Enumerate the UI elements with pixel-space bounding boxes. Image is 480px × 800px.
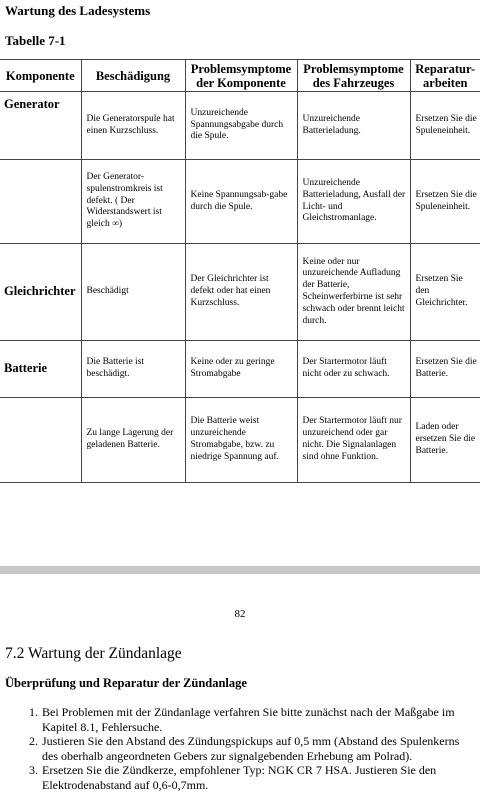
table-row	[0, 160, 480, 244]
section-title: 7.2 Wartung der Zündanlage	[5, 645, 182, 662]
component-cell	[0, 160, 81, 244]
component-cell	[0, 398, 81, 483]
vehicle-symptoms-cell: Keine oder nur unzureichende Aufladung der Batterie, Scheinwerferbirne ist sehr schwach oder brennt leicht durch.	[297, 244, 410, 341]
component-symptoms-cell: Die Batterie weist unzureichende Stromabgabe, bzw. zu niedrige Spannung auf.	[185, 398, 297, 483]
table-row	[0, 341, 480, 398]
column-header: Beschädigung	[81, 60, 185, 92]
column-header: Problemsymptome des Fahrzeuges	[297, 60, 410, 92]
repair-cell: Ersetzen Sie den Gleichrichter.	[410, 244, 480, 341]
table-header-row	[0, 60, 480, 92]
table-row	[0, 92, 480, 160]
repair-table	[0, 59, 480, 483]
component-symptoms-cell: Der Gleichrichter ist defekt oder hat einen Kurzschluss.	[185, 244, 297, 341]
column-header: Reparatur-arbeiten	[410, 60, 480, 92]
component-symptoms-cell: Unzureichende Spannungsabgabe durch die Spule.	[185, 92, 297, 160]
damage-cell: Zu lange Lagerung der geladenen Batterie.	[81, 398, 185, 483]
repair-cell: Ersetzen Sie die Batterie.	[410, 341, 480, 398]
repair-cell: Ersetzen Sie die Spuleneinheit.	[410, 160, 480, 244]
damage-cell: Der Generator-spulenstromkreis ist defekt. ( Der Widerstandswert ist gleich ∞)	[81, 160, 185, 244]
page-separator	[0, 566, 480, 574]
damage-cell: Die Batterie ist beschädigt.	[81, 341, 185, 398]
column-header: Problemsymptome der Komponente	[185, 60, 297, 92]
damage-cell: Die Generatorspule hat einen Kurzschluss.	[81, 92, 185, 160]
component-symptoms-cell: Keine oder zu geringe Stromabgabe	[185, 341, 297, 398]
column-header: Komponente	[0, 60, 81, 92]
component-cell: Gleichrichter	[0, 244, 81, 341]
table-row	[0, 398, 480, 483]
component-symptoms-cell: Keine Spannungsab-gabe durch die Spule.	[185, 160, 297, 244]
vehicle-symptoms-cell: Der Startermotor läuft nur unzureichend oder gar nicht. Die Signalanlagen sind ohne Funktion.	[297, 398, 410, 483]
list-item: 3. Ersetzen Sie die Zündkerze, empfohlener Typ: NGK CR 7 HSA. Justieren Sie den Elektrodenabstand auf 0,6-0,7mm.	[41, 763, 478, 792]
component-cell: Batterie	[0, 341, 81, 398]
section-subtitle: Überprüfung und Reparatur der Zündanlage	[5, 676, 247, 690]
component-cell: Generator	[0, 92, 81, 160]
damage-cell: Beschädigt	[81, 244, 185, 341]
table-row	[0, 244, 480, 341]
list-item: 1. Bei Problemen mit der Zündanlage verfahren Sie bitte zunächst nach der Maßgabe im Kapitel 8.1, Fehlersuche.	[41, 705, 478, 734]
document-heading: Wartung des Ladesystems	[5, 3, 151, 18]
table-caption: Tabelle 7-1	[5, 33, 66, 48]
repair-cell: Laden oder ersetzen Sie die Batterie.	[410, 398, 480, 483]
steps-list	[0, 705, 478, 792]
page-number: 82	[234, 608, 246, 620]
vehicle-symptoms-cell: Unzureichende Batterieladung, Ausfall der Licht- und Gleichstromanlage.	[297, 160, 410, 244]
vehicle-symptoms-cell: Unzureichende Batterieladung.	[297, 92, 410, 160]
vehicle-symptoms-cell: Der Startermotor läuft nicht oder zu schwach.	[297, 341, 410, 398]
list-item: 2. Justieren Sie den Abstand des Zündungspickups auf 0,5 mm (Abstand des Spulenkerns des oberhalb angeordneten Gebers zur signalgebenden Erhebung am Polrad).	[41, 734, 478, 763]
repair-cell: Ersetzen Sie die Spuleneinheit.	[410, 92, 480, 160]
